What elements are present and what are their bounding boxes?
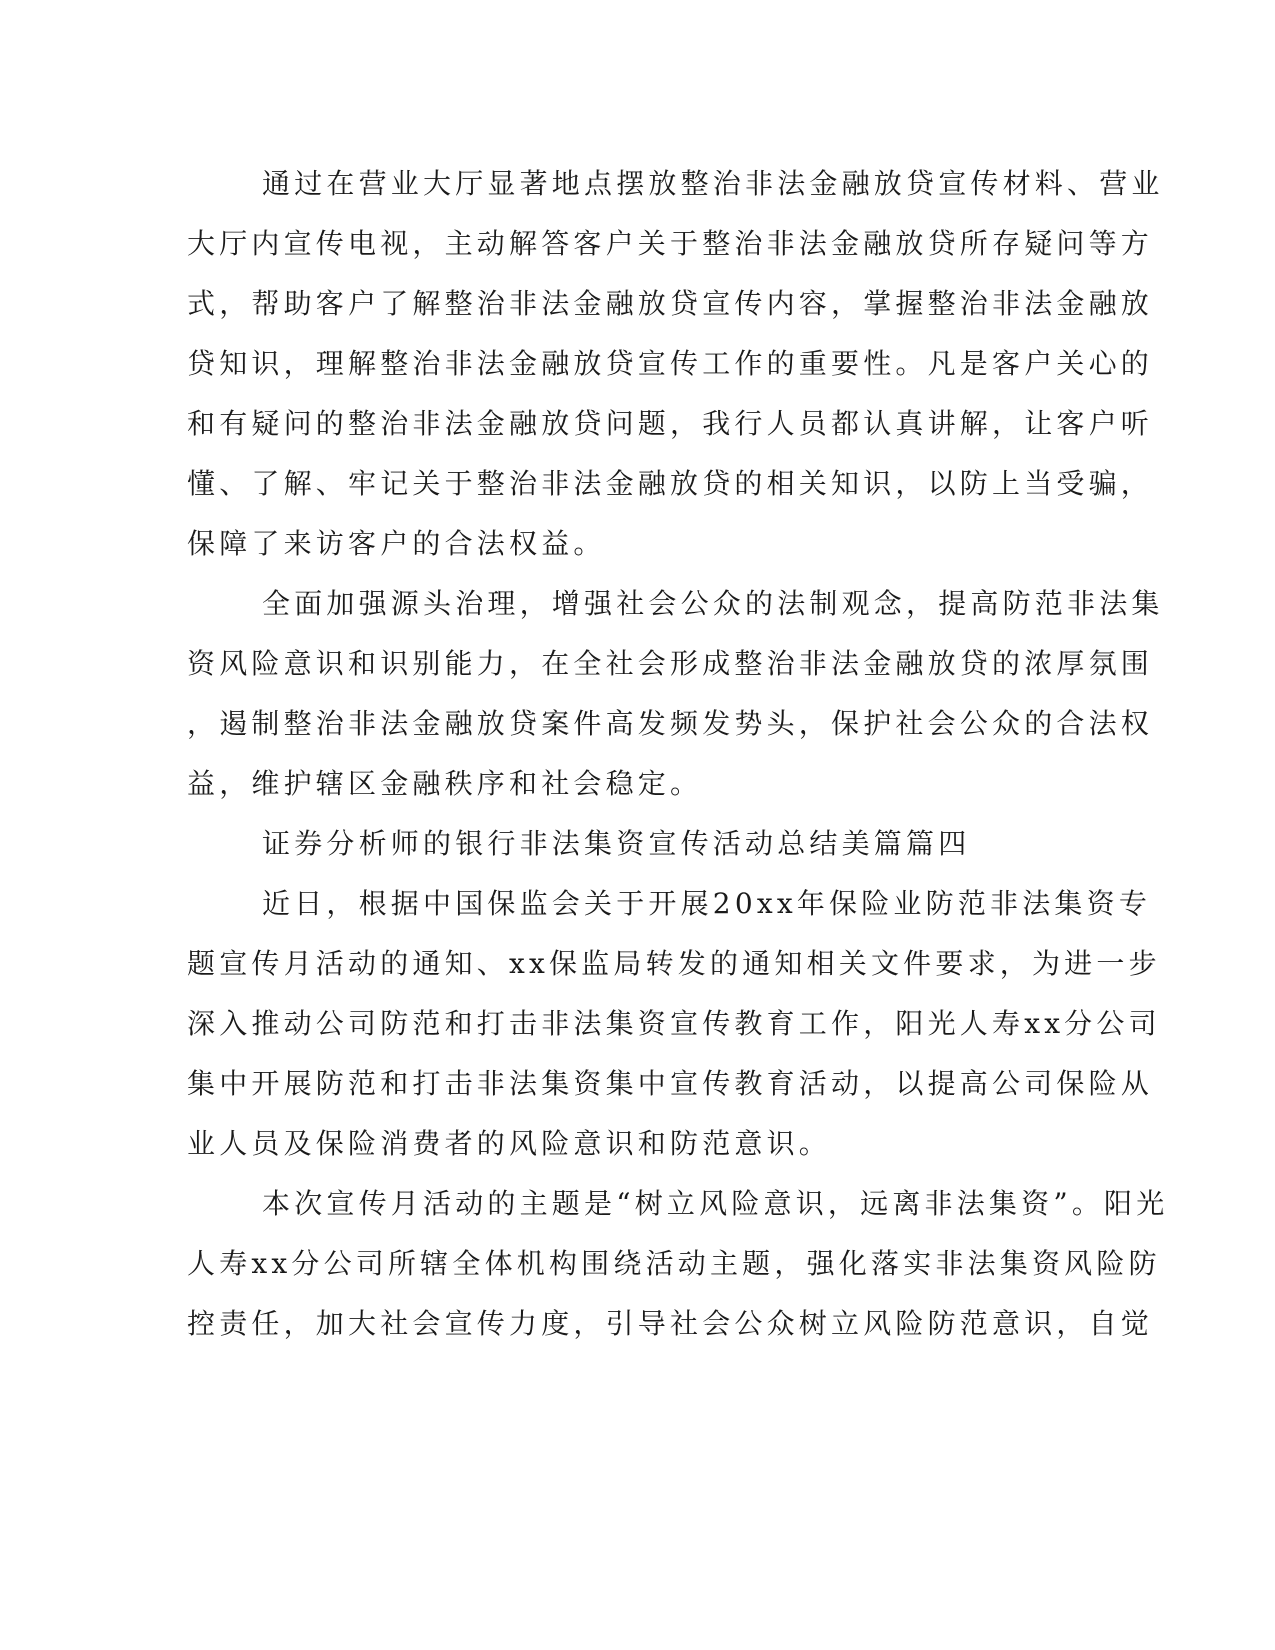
text-line: 控责任，加大社会宣传力度，引导社会公众树立风险防范意识，自觉	[187, 1307, 1154, 1340]
text-line: 益，维护辖区金融秩序和社会稳定。	[187, 767, 703, 800]
text-line: 式，帮助客户了解整治非法金融放贷宣传内容，掌握整治非法金融放	[187, 287, 1154, 320]
text-line: 本次宣传月活动的主题是“树立风险意识，远离非法集资”。阳光	[262, 1187, 1169, 1220]
text-line: ，遏制整治非法金融放贷案件高发频发势头，保护社会公众的合法权	[187, 707, 1154, 740]
text-line: 懂、了解、牢记关于整治非法金融放贷的相关知识，以防上当受骗，	[187, 467, 1154, 500]
text-line: 保障了来访客户的合法权益。	[187, 527, 606, 560]
text-line: 资风险意识和识别能力，在全社会形成整治非法金融放贷的浓厚氛围	[187, 647, 1154, 680]
text-line: 贷知识，理解整治非法金融放贷宣传工作的重要性。凡是客户关心的	[187, 347, 1154, 380]
text-line: 近日，根据中国保监会关于开展20xx年保险业防范非法集资专	[262, 887, 1152, 920]
text-line: 集中开展防范和打击非法集资集中宣传教育活动，以提高公司保险从	[187, 1067, 1154, 1100]
text-line: 深入推动公司防范和打击非法集资宣传教育工作，阳光人寿xx分公司	[187, 1007, 1161, 1040]
text-line: 全面加强源头治理，增强社会公众的法制观念，提高防范非法集	[262, 587, 1164, 620]
text-line: 大厅内宣传电视，主动解答客户关于整治非法金融放贷所存疑问等方	[187, 227, 1154, 260]
text-line: 业人员及保险消费者的风险意识和防范意识。	[187, 1127, 832, 1160]
text-line: 人寿xx分公司所辖全体机构围绕活动主题，强化落实非法集资风险防	[187, 1247, 1161, 1280]
text-line: 和有疑问的整治非法金融放贷问题，我行人员都认真讲解，让客户听	[187, 407, 1154, 440]
text-line: 题宣传月活动的通知、xx保监局转发的通知相关文件要求，为进一步	[187, 947, 1161, 980]
text-line: 通过在营业大厅显著地点摆放整治非法金融放贷宣传材料、营业	[262, 167, 1164, 200]
section-heading: 证券分析师的银行非法集资宣传活动总结美篇篇四	[262, 827, 971, 860]
